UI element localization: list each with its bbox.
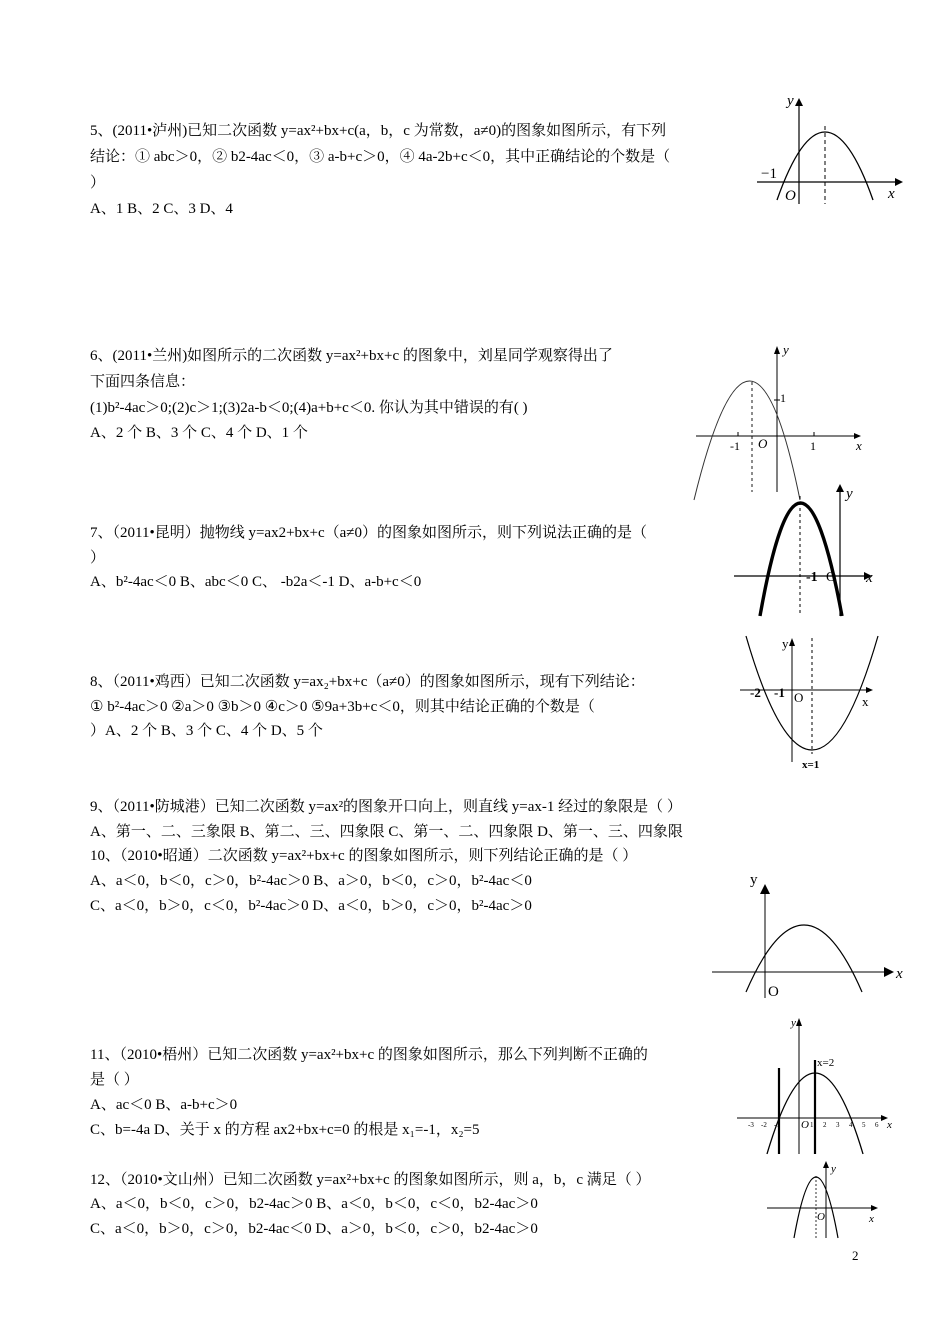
q7-line-1: 7、（2011•昆明）抛物线 y=ax2+bx+c（a≠0）的图象如图所示，则下列说法正确的是（ [90,525,648,541]
q11-tick-label-5: 5 [862,1121,866,1129]
q8-parabola-figure [738,634,883,774]
q11-parabola-figure [735,1014,895,1156]
q12-label-y: y [831,1163,836,1175]
q10-label-y: y [750,872,758,888]
q8-x-arrow [866,687,873,693]
q11-tick-label-3: 3 [836,1121,840,1129]
q12-parabola-figure [765,1160,885,1240]
q5-label-y: y [787,93,794,109]
q6-label-y: y [783,342,789,357]
q11-label-x: x [887,1119,892,1131]
q10-options-cd: C、a＜0，b＞0，c＜0，b²-4ac＞0 D、a＜0，b＞0，c＞0，b²-4ac＞0 [90,898,532,914]
q11-line-2: 是（ ） [90,1072,139,1088]
q12-label-x: x [869,1213,874,1225]
q7-y-arrow [836,484,844,492]
q11-label-origin: O [801,1119,809,1131]
q11-tick-label-2: 2 [823,1121,827,1129]
q10-y-arrow [760,884,770,894]
q6-y-arrow [774,346,780,354]
q12-y-arrow [823,1161,829,1168]
q9-line-1: 9、（2011•防城港）已知二次函数 y=ax²的图象开口向上，则直线 y=ax-1 经过的象限是（ ） [90,799,682,815]
q7-parabola-curve [760,503,842,616]
q6-options: A、2 个 B、3 个 C、4 个 D、1 个 [90,425,308,441]
q11-tick-label-6: 6 [875,1121,879,1129]
q9-options: A、第一、二、三象限 B、第二、三、四象限 C、第一、二、四象限 D、第一、三、四象限 [90,824,683,840]
q8-y-arrow [789,638,795,646]
q11-y-arrow [796,1018,802,1026]
q10-line-1: 10、（2010•昭通）二次函数 y=ax²+bx+c 的图象如图所示，则下列结论正确的是（ ） [90,848,638,864]
q11-tick-label-minus2: -2 [761,1121,767,1129]
q7-label-origin: O [826,570,837,585]
q10-parabola-figure [710,864,910,1004]
q8-label-y: y [782,636,789,651]
q6-line-2: 下面四条信息： [90,374,196,390]
q5-label-minus-one: −1 [761,166,777,182]
q5-line-1: 5、(2011•泸州)已知二次函数 y=ax²+bx+c(a，b，c 为常数，a≠0)的图象如图所示，有下列 [90,123,667,139]
q5-x-arrow [895,178,903,186]
q11-tick-label-1: 1 [810,1121,814,1129]
q11-tick-label-4: 4 [849,1121,853,1129]
q5-line-2: 结论：① abc＞0，② b2-4ac＜0，③ a-b+c＞0，④ 4a-2b+c＜0，其中正确结论的个数是（ [90,149,671,165]
q10-x-arrow [884,967,894,977]
q7-parabola-figure [730,480,880,620]
q6-line-3: (1)b²-4ac＞0;(2)c＞1;(3)2a-b＜0;(4)a+b+c＜0. 你认为其中错误的有( ) [90,400,528,416]
q12-x-arrow [871,1205,878,1211]
q8-label-symmetry: x=1 [802,759,820,771]
q6-label-y-one: 1 [780,391,786,405]
q7-label-y: y [846,486,853,502]
q8-line-2: ① b²-4ac＞0 ②a＞0 ③b＞0 ④c＞0 ⑤9a+3b+c＜0，则其中结论正确的个数是（ [90,699,595,715]
q6-label-x: x [856,438,862,453]
q8-label-x: x [862,694,869,709]
q11-label-symmetry: x=2 [817,1057,835,1069]
q10-options-ab: A、a＜0，b＜0，c＞0，b²-4ac＞0 B、a＞0，b＜0，c＞0，b²-4ac＜0 [90,873,532,889]
q6-line-1: 6、(2011•兰州)如图所示的二次函数 y=ax²+bx+c 的图象中，刘星同学观察得出了 [90,348,613,364]
page-number: 2 [852,1248,859,1263]
q8-label-minus-two: -2 [750,685,761,700]
q12-options-ab: A、a＜0，b＜0，c＞0，b2-4ac＞0 B、a＜0，b＜0，c＜0，b2-4ac＞0 [90,1196,538,1212]
q6-label-origin: O [758,436,768,451]
q8-label-minus-one: -1 [774,685,785,700]
q5-y-arrow [795,98,803,106]
q5-line-3: ） [90,175,106,191]
q7-label-minus-one: -1 [806,570,818,585]
q11-options-cd: C、b=-4a D、关于 x 的方程 ax2+bx+c=0 的根是 x₁=-1，x₂=5 [90,1122,480,1138]
q11-options-ab: A、ac＜0 B、a-b+c＞0 [90,1097,238,1113]
q5-parabola-figure [755,88,905,206]
q11-line-1: 11、（2010•梧州）已知二次函数 y=ax²+bx+c 的图象如图所示，那么下列判断不正确的 [90,1047,648,1063]
q8-line-3: ）A、2 个 B、3 个 C、4 个 D、5 个 [90,723,323,739]
q11-tick-label-minus3: -3 [748,1121,754,1129]
q10-label-x: x [896,966,903,982]
q7-options: A、b²-4ac＜0 B、abc＜0 C、 -b2a＜-1 D、a-b+c＜0 [90,574,422,590]
q8-label-origin: O [794,690,804,705]
q8-line-1: 8、（2011•鸡西）已知二次函数 y=ax₂+bx+c（a≠0）的图象如图所示，现有下列结论： [90,674,645,690]
q6-parabola-figure [690,340,870,498]
q11-label-y: y [791,1017,796,1029]
q7-label-x: x [866,570,873,586]
q10-label-origin: O [768,984,779,1000]
q5-options: A、1 B、2 C、3 D、4 [90,201,233,217]
q12-line-1: 12、（2010•文山州）已知二次函数 y=ax²+bx+c 的图象如图所示，则 a，b，c 满足（ ） [90,1172,651,1188]
q12-options-cd: C、a＜0，b＞0，c＞0，b2-4ac＜0 D、a＞0，b＜0，c＞0，b2-4ac＞0 [90,1221,538,1237]
q10-parabola-curve [746,925,862,992]
q6-label-x-one: 1 [810,439,816,453]
q12-label-origin: O [817,1211,825,1223]
q6-label-minus-one: -1 [730,439,740,453]
q5-label-origin: O [785,188,796,204]
q5-label-x: x [888,186,895,202]
q7-line-2: ） [90,550,106,566]
q11-tick-label-minus1: -1 [774,1121,780,1129]
